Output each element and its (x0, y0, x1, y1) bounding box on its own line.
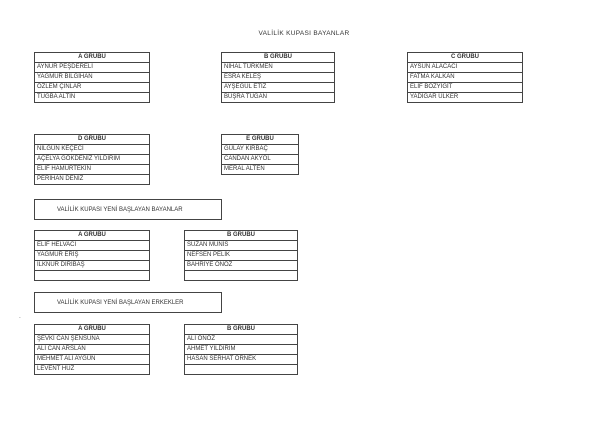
table-row: ÖZLEM ÇINLAR (35, 83, 149, 93)
table-row: NİHAL TÜRKMEN (222, 63, 334, 73)
table-row: BAHRİYE ÖNÖZ (185, 261, 297, 271)
group-header: A GRUBU (35, 231, 149, 241)
table-row: YAĞMUR ERİŞ (35, 251, 149, 261)
table-row: SUZAN MUNİS (185, 241, 297, 251)
table-row (185, 271, 297, 281)
group-header: B GRUBU (185, 325, 297, 335)
table-row: MEHMET ALİ AYGÜN (35, 355, 149, 365)
group-table-yeni-bayan-a (34, 230, 150, 281)
table-row: ELİF BOZYİĞİT (408, 83, 522, 93)
table-row: NİLGÜN KEÇECİ (35, 145, 149, 155)
group-table-bayan-a (34, 52, 150, 103)
table-row: AYSUN ALACACI (408, 63, 522, 73)
group-table-bayan-b (221, 52, 335, 103)
table-row: BÜŞRA TUĞAN (222, 93, 334, 103)
table-row: YAĞMUR BİLGİHAN (35, 73, 149, 83)
table-row: ESRA KELEŞ (222, 73, 334, 83)
table-row: AÇELYA GÖKDENİZ YILDIRIM (35, 155, 149, 165)
group-table-yeni-erkek-a (34, 324, 150, 375)
table-row: FATMA KALKAN (408, 73, 522, 83)
table-row: PERİHAN DENİZ (35, 175, 149, 185)
table-row: MERAL ALTEN (222, 165, 298, 175)
page-title: VALİLİK KUPASI BAYANLAR (258, 30, 350, 37)
group-header: D GRUBU (35, 135, 149, 145)
table-row: ELİF HELVACI (35, 241, 149, 251)
group-header: B GRUBU (185, 231, 297, 241)
section-title-yeni-bayanlar: VALİLİK KUPASI YENİ BAŞLAYAN BAYANLAR (34, 199, 222, 220)
table-row: YADİGAR ÜLKER (408, 93, 522, 103)
table-row: CANDAN AKYOL (222, 155, 298, 165)
table-row: HASAN SERHAT ÖRNEK (185, 355, 297, 365)
group-table-bayan-c (407, 52, 523, 103)
table-row: ELİF HAMURTEKİN (35, 165, 149, 175)
table-row: ALİ CAN ARSLAN (35, 345, 149, 355)
group-table-bayan-e (221, 134, 299, 175)
group-header: A GRUBU (35, 53, 149, 63)
table-row: GÜLAY KIRBAÇ (222, 145, 298, 155)
group-table-bayan-d (34, 134, 150, 185)
group-header: A GRUBU (35, 325, 149, 335)
table-row: AYNUR PEŞDERELİ (35, 63, 149, 73)
group-header: E GRUBU (222, 135, 298, 145)
group-header: C GRUBU (408, 53, 522, 63)
table-row: NEFSEN PELİK (185, 251, 297, 261)
table-row (35, 271, 149, 281)
section-title-yeni-erkekler: VALİLİK KUPASI YENİ BAŞLAYAN ERKEKLER (34, 292, 222, 313)
table-row: AHMET YILDIRIM (185, 345, 297, 355)
stray-mark: - (19, 315, 21, 321)
table-row: TUĞBA ALTIN (35, 93, 149, 103)
table-row: İLKNUR DİRİBAŞ (35, 261, 149, 271)
group-table-yeni-erkek-b (184, 324, 298, 375)
table-row: LEVENT HUZ (35, 365, 149, 375)
table-row (185, 365, 297, 375)
table-row: AYŞEGÜL ETİZ (222, 83, 334, 93)
group-table-yeni-bayan-b (184, 230, 298, 281)
table-row: ŞEVKİ CAN ŞENSUNA (35, 335, 149, 345)
table-row: ALİ ÖNÖZ (185, 335, 297, 345)
group-header: B GRUBU (222, 53, 334, 63)
